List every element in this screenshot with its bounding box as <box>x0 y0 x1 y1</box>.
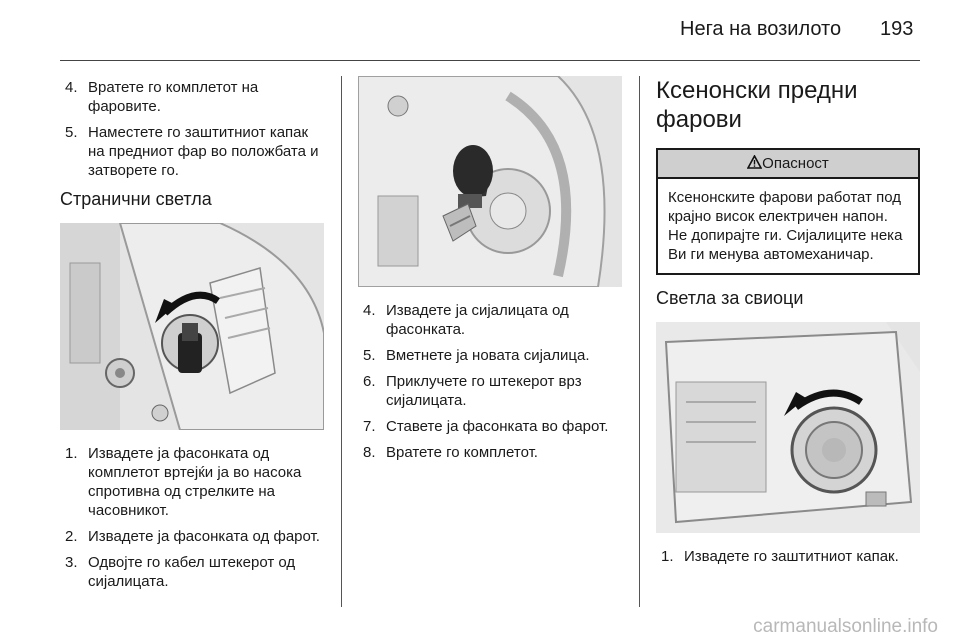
step-text: Вметнете ја новата сијалица. <box>386 347 590 364</box>
step-number: 6. <box>363 373 376 390</box>
step-text: Наместете го заштитниот капак на предниот фар во положбата и затворете го. <box>88 124 319 179</box>
cornering-light-figure <box>656 322 920 533</box>
list-item <box>60 444 328 520</box>
warning-triangle-icon <box>747 155 762 169</box>
step-text: Извадете го заштитниот капак. <box>684 548 899 565</box>
step-number: 1. <box>661 548 674 565</box>
list-item <box>60 553 328 591</box>
step-text: Одвојте го кабел штекерот од сијалицата. <box>88 554 296 590</box>
column-2 <box>358 76 624 469</box>
step-list <box>60 78 328 180</box>
step-number: 4. <box>65 79 78 96</box>
headlamp-rear-illustration <box>656 322 920 533</box>
step-text: Вратете го комплетот на фаровите. <box>88 79 259 115</box>
column-3 <box>656 76 920 573</box>
column-1 <box>60 78 328 598</box>
header-divider <box>60 60 920 61</box>
column-divider <box>639 76 640 607</box>
step-number: 1. <box>65 445 78 462</box>
step-list <box>656 547 920 566</box>
step-list <box>60 444 328 591</box>
step-list <box>358 301 624 462</box>
warning-text: Ксенонските фарови работат под крајно висок електричен напон. Не допирајте ги. Сијалиците нека Ви ги менува автомеханичар. <box>668 189 903 263</box>
headlamp-illustration <box>60 223 324 430</box>
step-number: 8. <box>363 444 376 461</box>
side-light-figure <box>60 223 324 430</box>
section-heading: Ксенонски предни фарови <box>656 77 858 133</box>
column-divider <box>341 76 342 607</box>
bulb-removal-figure <box>358 76 622 287</box>
step-text: Извадете ја фасонката од фарот. <box>88 528 320 545</box>
step-text: Извадете ја сијалицата од фасонката. <box>386 302 569 338</box>
warning-box <box>656 148 920 275</box>
step-number: 4. <box>363 302 376 319</box>
watermark: carmanualsonline.info <box>753 616 938 637</box>
step-text: Вратете го комплетот. <box>386 444 538 461</box>
list-item <box>358 301 624 339</box>
list-item <box>358 417 624 436</box>
warning-header <box>658 150 918 179</box>
step-number: 5. <box>363 347 376 364</box>
step-text: Ставете ја фасонката во фарот. <box>386 418 609 435</box>
step-number: 2. <box>65 528 78 545</box>
list-item <box>60 527 328 546</box>
list-item <box>358 372 624 410</box>
subsection-heading: Светла за свиоци <box>656 288 804 308</box>
list-item <box>358 346 624 365</box>
list-item <box>656 547 920 566</box>
list-item <box>358 443 624 462</box>
step-number: 7. <box>363 418 376 435</box>
step-text: Приклучете го штекерот врз сијалицата. <box>386 373 582 409</box>
subsection-heading: Странични светла <box>60 189 212 209</box>
bulb-illustration <box>358 76 622 287</box>
step-number: 5. <box>65 124 78 141</box>
list-item <box>60 123 328 180</box>
warning-title: Опасност <box>762 155 829 172</box>
page-number: 193 <box>880 18 914 40</box>
section-title: Нега на возилото <box>680 18 842 40</box>
step-number: 3. <box>65 554 78 571</box>
step-text: Извадете ја фасонката од комплетот вртејќи ја во насока спротивна од стрелките на часовникот. <box>88 445 302 519</box>
list-item <box>60 78 328 116</box>
